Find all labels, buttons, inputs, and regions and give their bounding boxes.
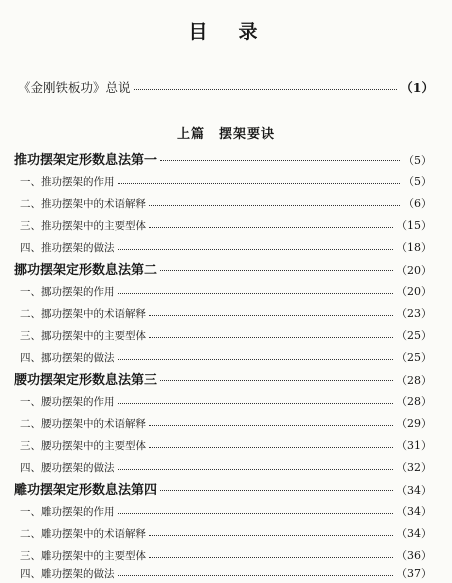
toc-chapter-2[interactable] (14, 259, 432, 278)
section-label: 三、挪功摆架中的主要型体 (20, 330, 146, 342)
dot-leader (160, 380, 393, 381)
section-label: 二、腰功摆架中的术语解释 (20, 418, 146, 430)
dot-leader (134, 89, 398, 90)
chapter-title: 推功摆架定形数息法第一 (14, 153, 158, 168)
chapter-title: 腰功摆架定形数息法第三 (14, 373, 158, 388)
toc-section[interactable] (20, 393, 432, 409)
toc-chapter-3[interactable] (14, 369, 432, 388)
section-label: 二、挪功摆架中的术语解释 (20, 308, 146, 320)
toc-section[interactable] (20, 547, 432, 563)
section-page: （23） (396, 307, 432, 320)
dot-leader (118, 403, 394, 404)
section-page: （25） (396, 329, 432, 342)
chapter-page: （34） (396, 484, 432, 497)
part-heading: 上篇 摆架要诀 (176, 127, 275, 142)
section-page: （29） (396, 417, 432, 430)
toc-chapter-1[interactable] (14, 149, 432, 168)
dot-leader (118, 359, 394, 360)
section-page: （25） (396, 351, 432, 364)
dot-leader (160, 490, 393, 491)
dot-leader (118, 575, 394, 576)
toc-chapter-4[interactable] (14, 479, 432, 498)
toc-section[interactable] (20, 525, 432, 541)
section-page: （34） (396, 505, 432, 518)
section-label: 二、推功摆架中的术语解释 (20, 198, 146, 210)
section-page: （31） (396, 439, 432, 452)
section-label: 一、雕功摆架的作用 (20, 506, 115, 518)
dot-leader (149, 557, 393, 558)
toc-section[interactable] (20, 565, 432, 581)
section-label: 四、挪功摆架的做法 (20, 352, 115, 364)
toc-section[interactable] (20, 195, 432, 211)
section-page: （32） (396, 461, 432, 474)
dot-leader (149, 227, 393, 228)
section-page: （5） (403, 175, 432, 188)
section-page: （34） (396, 527, 432, 540)
section-label: 一、腰功摆架的作用 (20, 396, 115, 408)
section-label: 三、雕功摆架中的主要型体 (20, 550, 146, 562)
section-label: 一、推功摆架的作用 (20, 176, 115, 188)
section-label: 三、推功摆架中的主要型体 (20, 220, 146, 232)
dot-leader (149, 447, 393, 448)
dot-leader (149, 315, 393, 316)
dot-leader (118, 249, 394, 250)
section-page: （15） (396, 219, 432, 232)
section-page: （37） (396, 567, 432, 580)
page-title: 目 录 (188, 21, 264, 43)
dot-leader (149, 535, 393, 536)
dot-leader (149, 205, 400, 206)
toc-section[interactable] (20, 217, 432, 233)
chapter-page: （5） (403, 154, 432, 167)
section-page: （36） (396, 549, 432, 562)
section-label: 三、腰功摆架中的主要型体 (20, 440, 146, 452)
section-label: 四、推功摆架的做法 (20, 242, 115, 254)
toc-section[interactable] (20, 349, 432, 365)
dot-leader (149, 425, 393, 426)
toc-section[interactable] (20, 239, 432, 255)
chapter-title: 挪功摆架定形数息法第二 (14, 263, 158, 278)
dot-leader (118, 293, 394, 294)
toc-section[interactable] (20, 459, 432, 475)
section-page: （6） (403, 197, 432, 210)
section-label: 一、挪功摆架的作用 (20, 286, 115, 298)
toc-section[interactable] (20, 437, 432, 453)
dot-leader (149, 337, 393, 338)
toc-section[interactable] (20, 415, 432, 431)
section-label: 四、腰功摆架的做法 (20, 462, 115, 474)
toc-section[interactable] (20, 503, 432, 519)
toc-entry-page: （1） (400, 80, 434, 95)
toc-entry-label: 《金刚铁板功》总说 (18, 80, 131, 95)
dot-leader (160, 270, 393, 271)
chapter-page: （20） (396, 264, 432, 277)
section-page: （28） (396, 395, 432, 408)
section-page: （20） (396, 285, 432, 298)
dot-leader (118, 469, 394, 470)
chapter-title: 雕功摆架定形数息法第四 (14, 483, 158, 498)
dot-leader (118, 183, 401, 184)
dot-leader (118, 513, 394, 514)
toc-section[interactable] (20, 305, 432, 321)
toc-section[interactable] (20, 173, 432, 189)
dot-leader (160, 160, 400, 161)
section-label: 四、雕功摆架的做法 (20, 568, 115, 580)
toc-section[interactable] (20, 327, 432, 343)
toc-entry-intro[interactable] (18, 78, 434, 96)
chapter-page: （28） (396, 374, 432, 387)
section-page: （18） (396, 241, 432, 254)
toc-section[interactable] (20, 283, 432, 299)
section-label: 二、雕功摆架中的术语解释 (20, 528, 146, 540)
